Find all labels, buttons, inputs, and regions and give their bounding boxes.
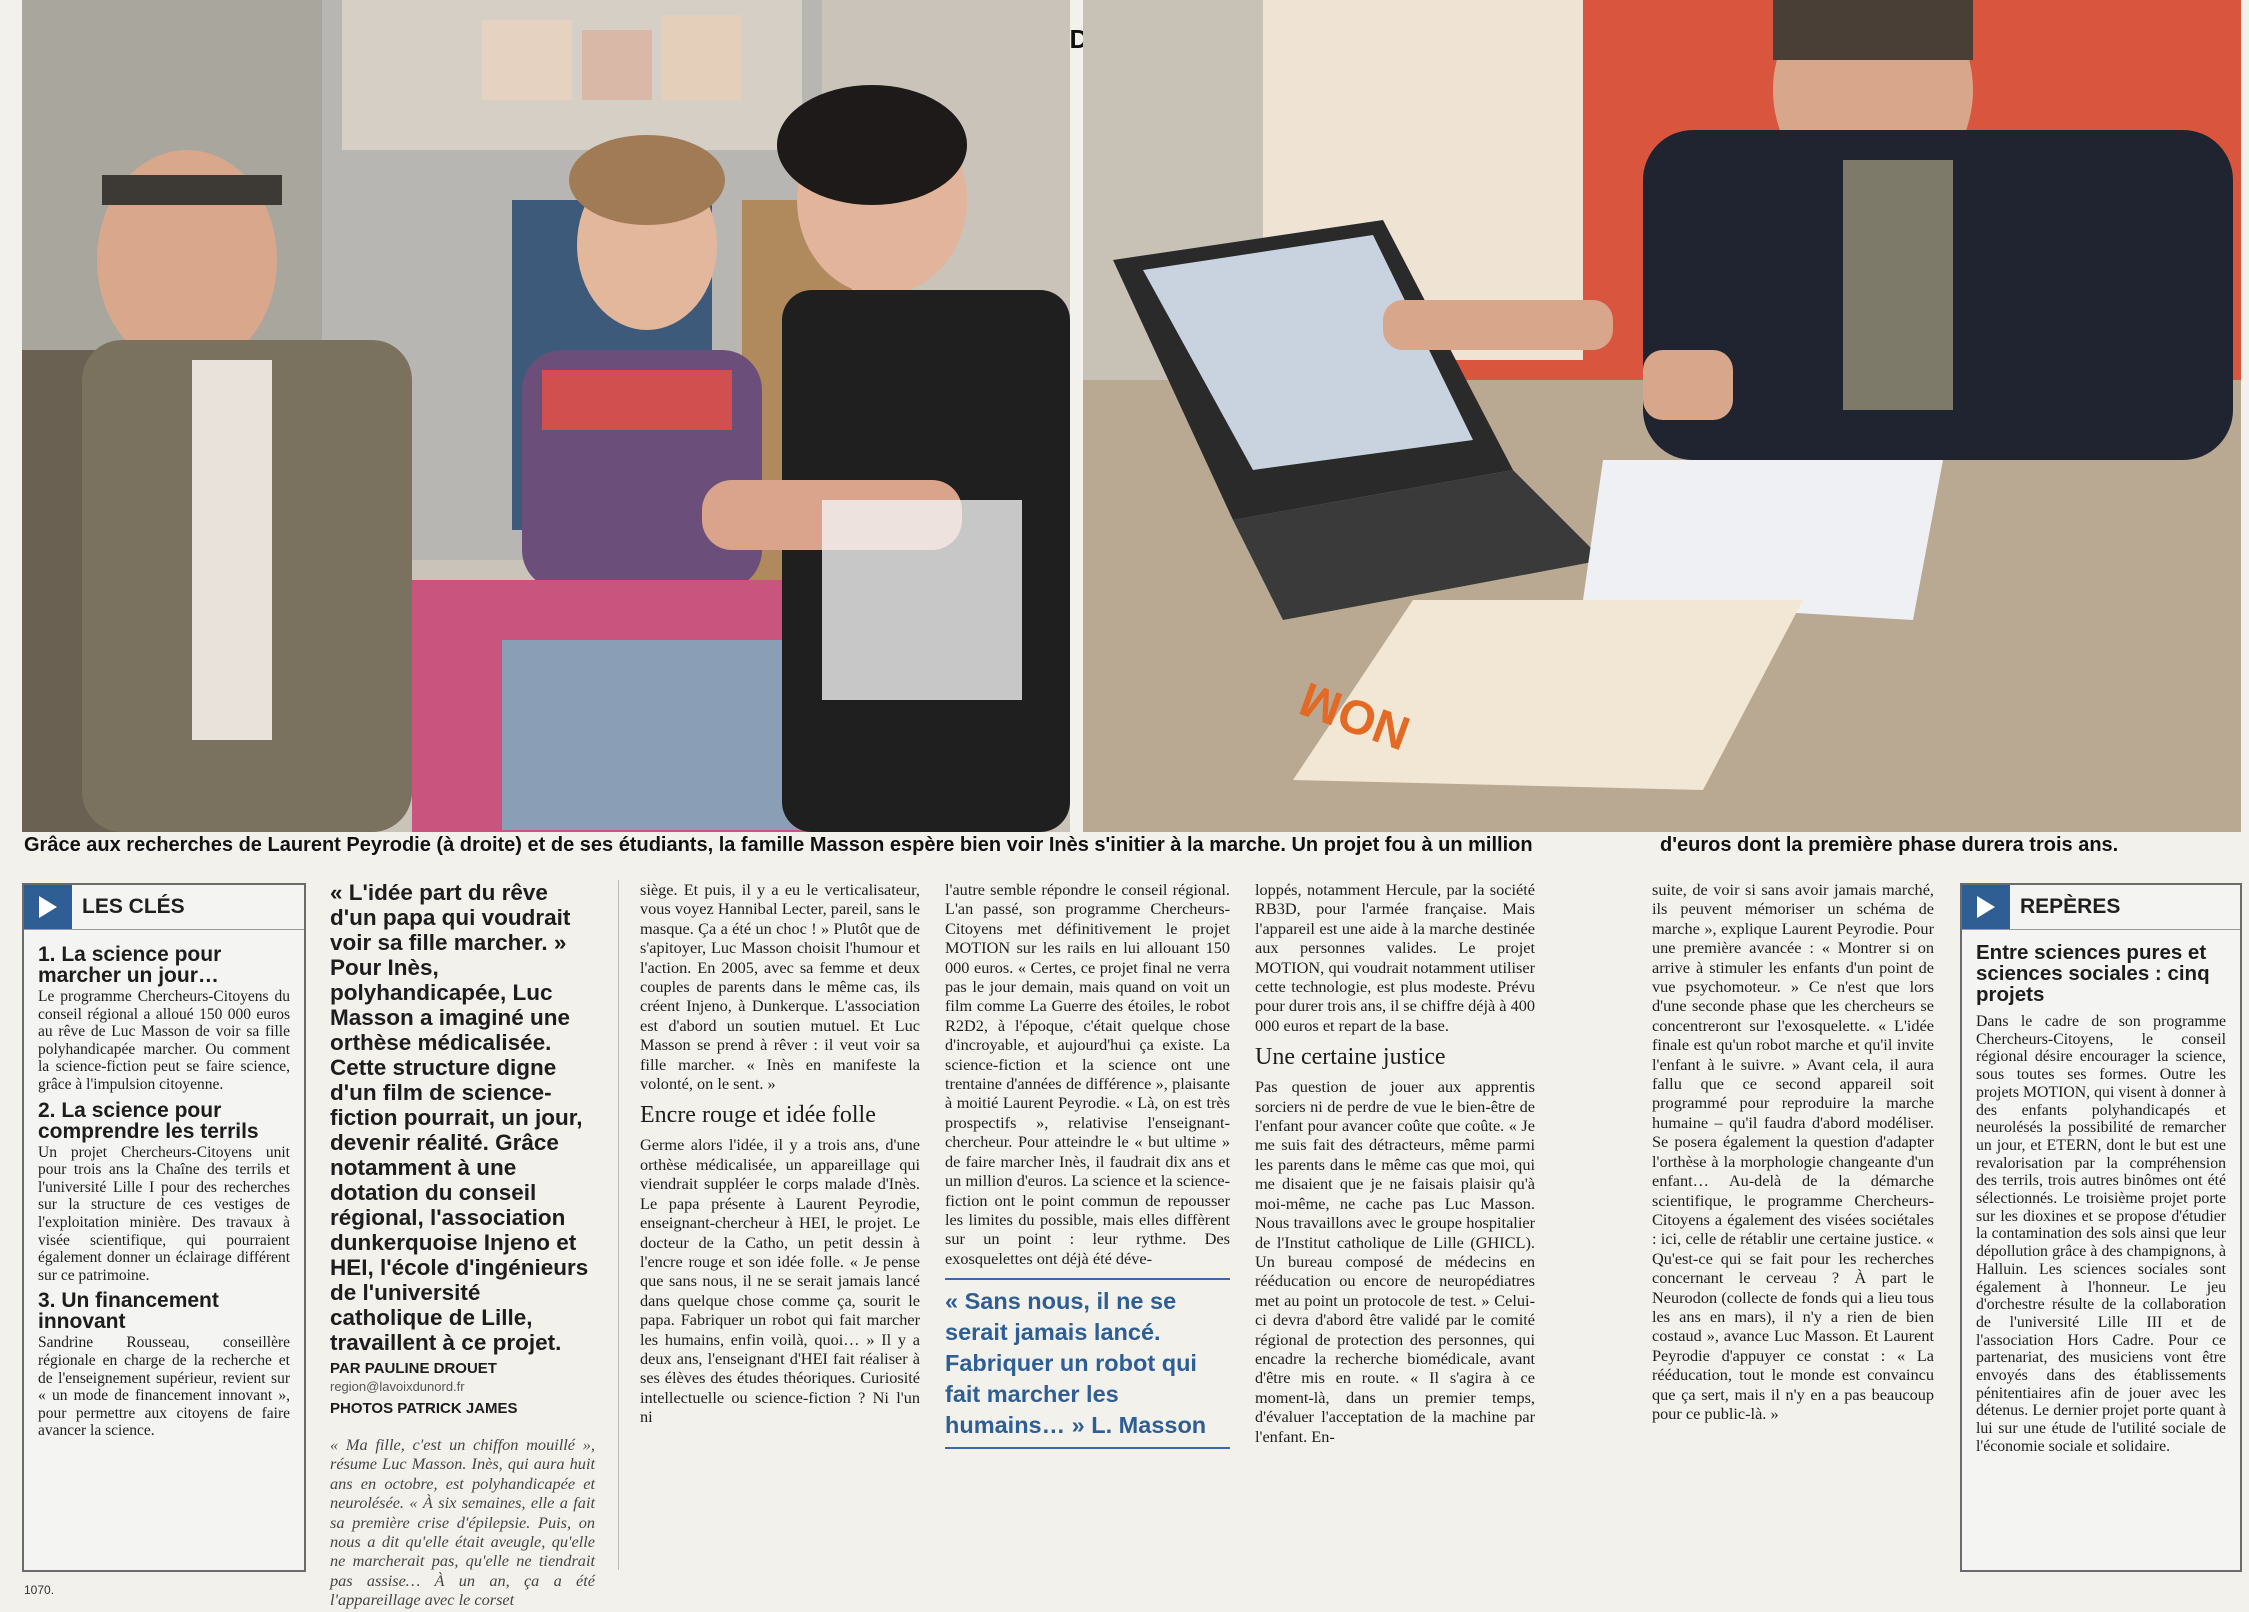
- column-divider: [618, 880, 619, 1570]
- subhead-encre-rouge: Encre rouge et idée folle: [640, 1102, 876, 1129]
- author-email: region@lavoixdunord.fr: [330, 1379, 465, 1394]
- reperes-box: [1960, 883, 2242, 1572]
- les-cles-title: LES CLÉS: [82, 895, 185, 918]
- byline: PAR PAULINE DROUET: [330, 1360, 497, 1377]
- photo-caption-left: Grâce aux recherches de Laurent Peyrodie (à droite) et de ses étudiants, la famille Masson espère bien voir Inès s'initier à la marche. Un projet fou à un million: [24, 834, 1533, 856]
- column-5-body: suite, de voir si sans avoir jamais marché, ils peuvent mémoriser un schéma de marche », explique Laurent Peyrodie. Pour une première avancée : « Montrer si on arrive à stimuler les enfants d'un point de vue psychomoteur. » Ce n'est que lors d'une seconde phase que les chercheurs se concentreront sur l'exosquelette. « L'idée finale est qu'un robot marche et qu'il invite l'enfant à le suivre. » Avant cela, il aura fallu que ce second appareil soit programmé pour reproduire la marche humaine – qu'il faudra d'abord modéliser. Se posera également la question d'adapter l'orthèse à la morphologie changeante d'un enfant… Au-delà de la démarche scientifique, le programme Chercheurs-Citoyens a également des visées sociétales : ici, celle de rétablir une certaine justice. « Qu'est-ce qui se fait pour les recherches concernant le cerveau ? À part le Neurodon (collecte de fonds qui a lieu tous les ans en mars), il n'y a rien de bien costaud », avance Luc Masson. Et Laurent Peyrodie d'appuyer ce constat : « La rééducation, tout le monde est convaincu que ça sert, mais il n'y en a pas beaucoup pour ce public-là. »: [1652, 880, 1934, 1423]
- column-2-body-top: siège. Et puis, il y a eu le verticalisateur, vous voyez Hannibal Lecter, pareil, sans le masque. Ça a été un choc ! » Plutôt que de s'apitoyer, Luc Masson choisit l'humour et l'action. En 2005, avec sa femme et deux couples de parents dans le même cas, ils créent Injeno, à Dunkerque. L'association est d'abord un soutien mutuel. Et Luc Masson se prend à rêver : il veut voir sa fille marcher. « Inès en manifeste la volonté, on le sent. »: [640, 880, 920, 1094]
- reperes-text: Dans le cadre de son programme Chercheurs-Citoyens, le conseil régional désire encourager la science, sous toutes ses formes. Outre les projets MOTION, qui visent à donner à des enfants polyhandicapés et neurolésés la possibilité de remarcher un jour, et ETERN, dont le but est une revalorisation par la compréhension des terrils, trois autres binômes ont été sélectionnés. Le troisième projet porte sur les dioxines et se propose d'étudier la contamination des sols ainsi que leur dépollution grâce à des champignons, à Halluin. Les sciences sociales sont également à l'honneur. Le jeu d'orchestre résulte de la collaboration de l'université Lille III et de l'association Hors Cadre. Pour ce partenariat, des musiciens vont être envoyés dans des établissements pénitentiaires afin de jouer avec les détenus. Le dernier projet porte quant à lui sur une étude de l'utilité sociale de l'économie sociale et solidaire.: [1976, 1013, 2226, 1455]
- reperes-title: REPÈRES: [2020, 895, 2121, 918]
- les-cles-header: [24, 885, 304, 930]
- key-text-1: Le programme Chercheurs-Citoyens du conseil régional a alloué 150 000 euros au rêve de Luc Masson de voir sa fille polyhandicapée marcher. Ou comment la science-fiction peut se faire science, grâce à l'impulsion citoyenne.: [38, 988, 290, 1093]
- column-3-body: l'autre semble répondre le conseil régional. L'an passé, son programme Chercheurs-Citoyens met définitivement le projet MOTION sur les rails en lui allouant 150 000 euros. « Certes, ce projet final ne verra pas le jour demain, mais quand on voit un film comme La Guerre des étoiles, le robot R2D2, à l'époque, c'était quelque chose d'incroyable, et aujourd'hui ça existe. La science-fiction et la science ont une trentaine d'années de différence », plaisante à moitié Laurent Peyrodie. « Là, on est très prospectifs », relativise l'enseignant-chercheur. Pour atteindre le « but ultime » de faire marcher Inès, il faudrait dix ans et un million d'euros. La science et la science-fiction ont le point commun de repousser les limites du possible, mais elles diffèrent sur un point : leur rythme. Des exosquelettes ont déjà été déve-: [945, 880, 1230, 1268]
- reperes-heading: Entre sciences pures et sciences sociales : cinq projets: [1976, 941, 2210, 1006]
- pull-quote: « Sans nous, il ne se serait jamais lancé. Fabriquer un robot qui fait marcher les humains… » L. Masson: [945, 1278, 1230, 1449]
- column-4-body-bottom: Pas question de jouer aux apprentis sorciers ni de perdre de vue le bien-être de l'enfant pour avancer coûte que coûte. « Je me suis fait des détracteurs, même parmi les parents dans le même cas que moi, qui me disaient que je ne faisais plaisir qu'à moi-même, ne cache pas Luc Masson. Nous travaillons avec le groupe hospitalier de l'Institut catholique de Lille (GHICL). Un bureau composé de médecins en rééducation ou encore de neuropédiatres met au point un protocole de test. » Celui-ci devra d'abord être validé par le comité régional de protection des personnes, qui encadre la recherche biomédicale, avant d'être mis en route. « Il s'agira à ce moment-là, dans un premier temps, d'évaluer l'acceptation de la machine par l'enfant. En-: [1255, 1077, 1535, 1446]
- article-column-4: [1255, 880, 1535, 1448]
- article-intro: « L'idée part du rêve d'un papa qui voudrait voir sa fille marcher. » Pour Inès, polyhandicapée, Luc Masson a imaginé une orthèse médicalisée. Cette structure digne d'un film de science-fiction pourrait, un jour, devenir réalité. Grâce notamment à une dotation du conseil régional, l'association dunkerquoise Injeno et HEI, l'école d'ingénieurs de l'université catholique de Lille, travaillent à ce projet.: [330, 880, 589, 1355]
- photo-credit: PHOTOS PATRICK JAMES: [330, 1400, 518, 1417]
- arrow-icon: [1962, 885, 2010, 929]
- key-heading-1: 1. La science pour marcher un jour…: [38, 943, 222, 987]
- key-text-3: Sandrine Rousseau, conseillère régionale en charge de la recherche et de l'enseignement supérieur, revient sur « un mode de financement innovant », pour permettre aux citoyens de faire avancer la science.: [38, 1334, 290, 1440]
- article-column-2: [640, 880, 920, 1429]
- column-4-body-top: loppés, notamment Hercule, par la société RB3D, pour l'armée française. Mais l'appareil est une aide à la marche destinée aux personnes valides. Le projet MOTION, qui voudrait notamment utiliser cette technologie, est plus modeste. Prévu pour durer trois ans, il se chiffre déjà à 400 000 euros et repart de la base.: [1255, 880, 1536, 1035]
- article-column-5: [1652, 880, 1934, 1425]
- column-2-body-bottom: Germe alors l'idée, il y a trois ans, d'une orthèse médicalisée, un appareillage qui viendrait suppléer le corps malade d'Inès. Le papa présente à Laurent Peyrodie, enseignant-chercheur à HEI, le projet. Le docteur de la Catho, un petit dessin à l'encre rouge et son idée folle. « Je pense que sans nous, il ne se serait jamais lancé dans quelque chose comme ça, sourit le papa. Fabriquer un robot qui fait marcher les humains, enfin voilà, quoi… » Il y a deux ans, l'enseignant d'HEI fait réaliser à ses élèves des études théoriques. Curiosité intellectuelle ou science-fiction ? Ni l'un ni: [640, 1135, 920, 1427]
- reperes-header: [1962, 885, 2240, 930]
- arrow-icon: [24, 885, 72, 929]
- page-code: 1070.: [24, 1583, 55, 1597]
- key-heading-3: 3. Un financement innovant: [38, 1289, 219, 1334]
- key-heading-2: 2. La science pour comprendre les terrils: [38, 1098, 259, 1143]
- researcher-photo: [1083, 0, 2241, 832]
- page-headline: VDN: [1052, 24, 1108, 54]
- article-column-1: [330, 880, 595, 1612]
- photo-caption-right: d'euros dont la première phase durera trois ans.: [1660, 834, 2119, 856]
- key-text-2: Un projet Chercheurs-Citoyens unit pour trois ans la Chaîne des terrils et l'université Lille I pour des recherches sur la structure de ces vestiges de l'exploitation minière. Des travaux à visée scientifique, qui pourraient également donner un éclairage différent sur ce patrimoine.: [38, 1143, 290, 1284]
- subhead-justice: Une certaine justice: [1255, 1044, 1446, 1071]
- family-photo: [22, 0, 1070, 832]
- column-1-body: « Ma fille, c'est un chiffon mouillé », résume Luc Masson. Inès, qui aura huit ans en octobre, est polyhandicapée et neurolésée. « À six semaines, elle a fait sa première crise d'épilepsie. Puis, on nous a dit qu'elle était aveugle, qu'elle ne marcherait pas, qu'elle ne tiendrait pas assise… À un an, ça a été l'appareillage avec le corset: [330, 1435, 595, 1610]
- les-cles-box: [22, 883, 306, 1572]
- article-column-3: [945, 880, 1230, 1449]
- svg-text:NOM: NOM: [1293, 671, 1417, 760]
